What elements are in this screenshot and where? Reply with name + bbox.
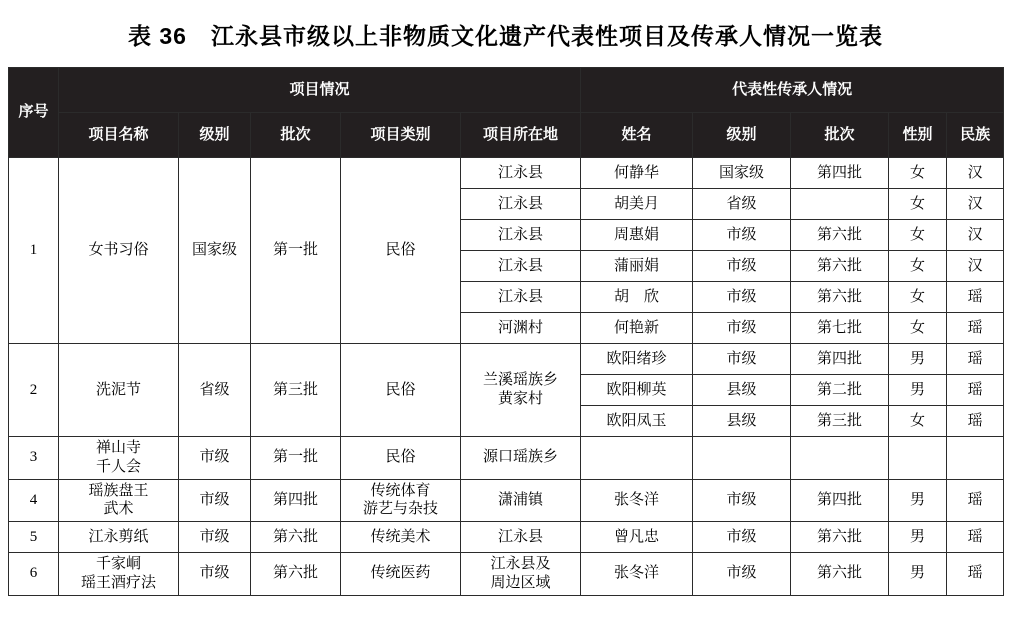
header-person-ethnic: 民族 (947, 113, 1004, 158)
header-project-batch: 批次 (251, 113, 341, 158)
cell-project-place: 河渊村 (461, 313, 581, 344)
cell-project-type: 传统医药 (341, 553, 461, 596)
cell-person-name: 欧阳凤玉 (581, 406, 693, 437)
cell-person-batch: 第二批 (791, 375, 889, 406)
cell-person-level: 市级 (693, 344, 791, 375)
cell-person-level: 市级 (693, 251, 791, 282)
cell-person-level: 市级 (693, 553, 791, 596)
table-row (9, 553, 1004, 596)
page-title: 表 36 江永县市级以上非物质文化遗产代表性项目及传承人情况一览表 (128, 23, 883, 49)
header-project-name: 项目名称 (59, 113, 179, 158)
cell-person-batch: 第四批 (791, 344, 889, 375)
table-row (9, 437, 1004, 480)
cell-person-batch: 第三批 (791, 406, 889, 437)
cell-person-batch: 第四批 (791, 479, 889, 522)
cell-project-level: 市级 (179, 437, 251, 480)
cell-person-sex: 男 (889, 479, 947, 522)
header-project-place: 项目所在地 (461, 113, 581, 158)
cell-person-name: 蒲丽娟 (581, 251, 693, 282)
header-person-sex: 性别 (889, 113, 947, 158)
cell-person-sex: 女 (889, 406, 947, 437)
cell-project-name: 女书习俗 (59, 158, 179, 344)
cell-person-batch (791, 189, 889, 220)
cell-project-batch: 第一批 (251, 158, 341, 344)
header-project-type: 项目类别 (341, 113, 461, 158)
heritage-table (8, 67, 1004, 596)
cell-person-batch: 第六批 (791, 553, 889, 596)
table-container (0, 67, 1011, 596)
cell-person-batch: 第六批 (791, 251, 889, 282)
cell-project-place: 江永县 (461, 220, 581, 251)
cell-person-sex: 女 (889, 313, 947, 344)
cell-project-level: 市级 (179, 522, 251, 553)
cell-person-ethnic: 瑶 (947, 553, 1004, 596)
cell-person-name: 胡美月 (581, 189, 693, 220)
cell-person-name: 曾凡忠 (581, 522, 693, 553)
cell-project-batch: 第一批 (251, 437, 341, 480)
cell-project-name: 千家峒 瑶王酒疗法 (59, 553, 179, 596)
cell-person-ethnic: 瑶 (947, 479, 1004, 522)
cell-person-batch: 第六批 (791, 282, 889, 313)
table-row (9, 479, 1004, 522)
cell-person-sex: 女 (889, 189, 947, 220)
cell-person-ethnic: 汉 (947, 251, 1004, 282)
cell-project-level: 国家级 (179, 158, 251, 344)
cell-person-sex: 男 (889, 553, 947, 596)
cell-person-name: 胡 欣 (581, 282, 693, 313)
cell-person-level: 市级 (693, 479, 791, 522)
cell-person-level: 国家级 (693, 158, 791, 189)
cell-person-ethnic: 瑶 (947, 522, 1004, 553)
cell-person-level: 市级 (693, 220, 791, 251)
cell-person-level (693, 437, 791, 480)
cell-project-name: 瑶族盘王 武术 (59, 479, 179, 522)
header-sub-row (9, 113, 1004, 158)
cell-person-level: 市级 (693, 282, 791, 313)
cell-seq: 6 (9, 553, 59, 596)
header-person-level: 级别 (693, 113, 791, 158)
cell-project-type: 民俗 (341, 158, 461, 344)
cell-project-place: 源口瑶族乡 (461, 437, 581, 480)
cell-person-ethnic: 汉 (947, 220, 1004, 251)
header-person-name: 姓名 (581, 113, 693, 158)
cell-project-name: 江永剪纸 (59, 522, 179, 553)
cell-person-name: 欧阳绪珍 (581, 344, 693, 375)
cell-seq: 3 (9, 437, 59, 480)
cell-project-name: 禅山寺 千人会 (59, 437, 179, 480)
cell-person-sex (889, 437, 947, 480)
cell-seq: 5 (9, 522, 59, 553)
cell-project-place: 江永县 (461, 189, 581, 220)
cell-person-sex: 男 (889, 522, 947, 553)
cell-person-sex: 男 (889, 344, 947, 375)
cell-project-place: 江永县 (461, 282, 581, 313)
cell-project-level: 市级 (179, 479, 251, 522)
cell-person-level: 市级 (693, 522, 791, 553)
cell-person-level: 省级 (693, 189, 791, 220)
cell-project-batch: 第六批 (251, 522, 341, 553)
cell-person-name (581, 437, 693, 480)
cell-person-name: 张冬洋 (581, 479, 693, 522)
table-row (9, 522, 1004, 553)
cell-person-name: 张冬洋 (581, 553, 693, 596)
cell-person-ethnic: 汉 (947, 189, 1004, 220)
table-body (9, 158, 1004, 596)
cell-project-place: 江永县 (461, 522, 581, 553)
cell-person-ethnic: 汉 (947, 158, 1004, 189)
cell-person-sex: 男 (889, 375, 947, 406)
cell-project-type: 传统体育 游艺与杂技 (341, 479, 461, 522)
header-project-level: 级别 (179, 113, 251, 158)
cell-project-place: 江永县及 周边区域 (461, 553, 581, 596)
cell-person-sex: 女 (889, 282, 947, 313)
header-group-project: 项目情况 (59, 68, 581, 113)
cell-seq: 2 (9, 344, 59, 437)
cell-person-level: 县级 (693, 375, 791, 406)
cell-person-sex: 女 (889, 220, 947, 251)
header-seq: 序号 (9, 68, 59, 158)
cell-person-ethnic: 瑶 (947, 313, 1004, 344)
header-group-row (9, 68, 1004, 113)
cell-project-level: 省级 (179, 344, 251, 437)
cell-person-level: 县级 (693, 406, 791, 437)
cell-seq: 1 (9, 158, 59, 344)
cell-person-name: 何静华 (581, 158, 693, 189)
cell-person-batch: 第六批 (791, 220, 889, 251)
cell-project-place: 潇浦镇 (461, 479, 581, 522)
cell-person-sex: 女 (889, 251, 947, 282)
cell-person-sex: 女 (889, 158, 947, 189)
cell-project-batch: 第四批 (251, 479, 341, 522)
cell-person-name: 周惠娟 (581, 220, 693, 251)
cell-project-level: 市级 (179, 553, 251, 596)
header-group-inheritor: 代表性传承人情况 (581, 68, 1004, 113)
cell-seq: 4 (9, 479, 59, 522)
cell-project-batch: 第三批 (251, 344, 341, 437)
cell-person-ethnic (947, 437, 1004, 480)
table-header (9, 68, 1004, 158)
cell-project-name: 洗泥节 (59, 344, 179, 437)
cell-project-place: 江永县 (461, 251, 581, 282)
cell-person-batch: 第六批 (791, 522, 889, 553)
cell-person-ethnic: 瑶 (947, 375, 1004, 406)
cell-project-type: 民俗 (341, 344, 461, 437)
cell-project-place: 兰溪瑶族乡 黄家村 (461, 344, 581, 437)
table-row (9, 344, 1004, 375)
cell-person-name: 欧阳柳英 (581, 375, 693, 406)
cell-person-ethnic: 瑶 (947, 406, 1004, 437)
cell-project-place: 江永县 (461, 158, 581, 189)
cell-person-batch: 第四批 (791, 158, 889, 189)
header-person-batch: 批次 (791, 113, 889, 158)
cell-person-ethnic: 瑶 (947, 282, 1004, 313)
table-row (9, 158, 1004, 189)
cell-person-level: 市级 (693, 313, 791, 344)
cell-project-type: 民俗 (341, 437, 461, 480)
cell-person-batch (791, 437, 889, 480)
cell-project-batch: 第六批 (251, 553, 341, 596)
cell-person-batch: 第七批 (791, 313, 889, 344)
cell-person-name: 何艳新 (581, 313, 693, 344)
cell-project-type: 传统美术 (341, 522, 461, 553)
cell-person-ethnic: 瑶 (947, 344, 1004, 375)
